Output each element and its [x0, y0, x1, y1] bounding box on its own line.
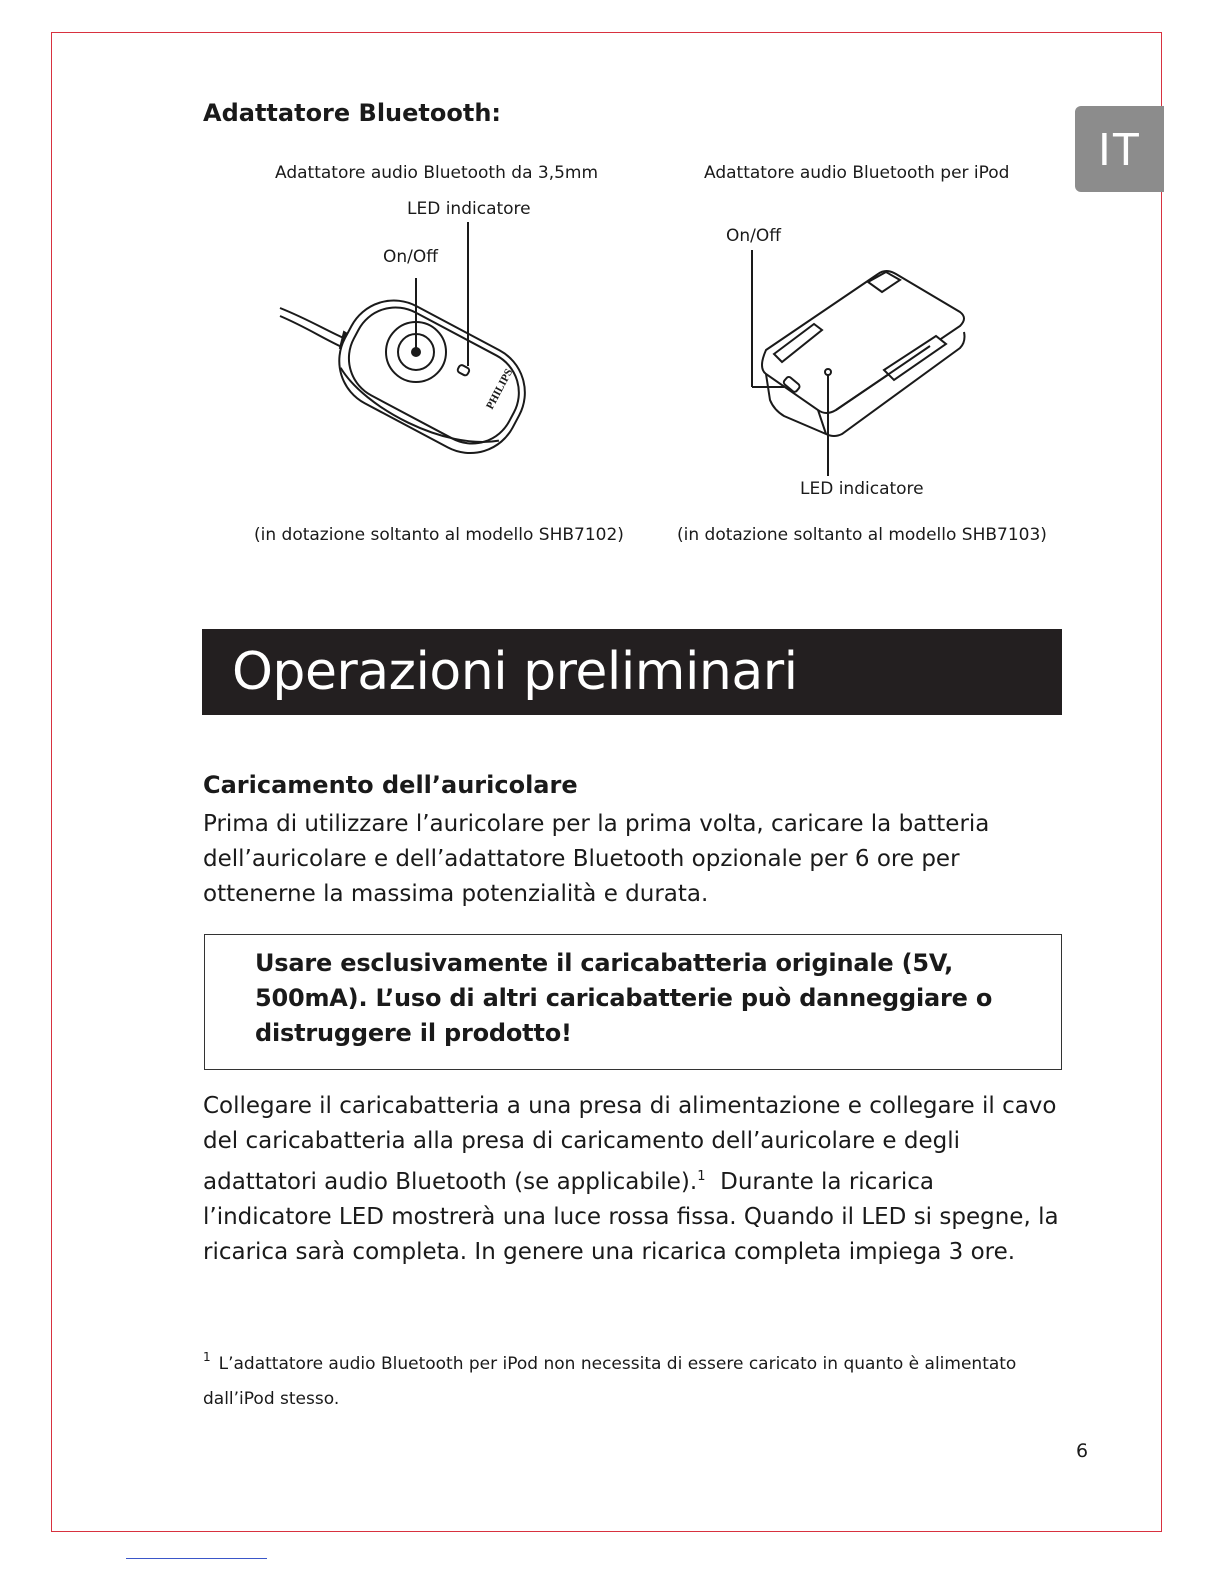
- right-figure-note: (in dotazione soltanto al modello SHB7103): [677, 525, 1047, 545]
- charging-body-part2: Durante la ricarica l’indicatore LED mostrerà una luce rossa fissa. Quando il LED si spegne, la ricarica sarà completa. In genere una ricarica completa impiega 3 ore.: [203, 1169, 1059, 1265]
- page-number: 6: [1076, 1440, 1089, 1462]
- right-led-label: LED indicatore: [800, 479, 924, 499]
- warning-text: Usare esclusivamente il caricabatteria originale (5V, 500mA). L’uso di altri caricabatterie può danneggiare o distruggere il prodotto!: [255, 949, 993, 1047]
- left-figure-note: (in dotazione soltanto al modello SHB7102): [254, 525, 624, 545]
- left-onoff-label: On/Off: [383, 247, 438, 267]
- footnote-marker: 1: [203, 1350, 211, 1364]
- bluetooth-ipod-adapter-illustration: [740, 250, 980, 480]
- brand-logo: PHILIPS: [484, 366, 516, 412]
- left-led-label: LED indicatore: [407, 199, 531, 219]
- footnote: [203, 1340, 1063, 1417]
- chapter-title: Operazioni preliminari: [232, 642, 798, 702]
- warning-box: [204, 934, 1062, 1070]
- left-figure-title: Adattatore audio Bluetooth da 3,5mm: [275, 163, 599, 183]
- section-title: Adattatore Bluetooth:: [203, 99, 502, 127]
- charging-heading: Caricamento dell’auricolare: [203, 771, 578, 799]
- footnote-reference: 1: [697, 1169, 706, 1184]
- charging-body-part1: Collegare il caricabatteria a una presa di alimentazione e collegare il cavo del caricabatteria alla presa di caricamento dell’auricolare e degli adattatori audio Bluetooth (se applicabile).: [203, 1093, 1057, 1195]
- chapter-banner: [202, 629, 1062, 715]
- right-onoff-label: On/Off: [726, 226, 781, 246]
- language-tab: IT: [1075, 106, 1164, 192]
- charging-body: [203, 1089, 1063, 1270]
- right-figure-title: Adattatore audio Bluetooth per iPod: [704, 163, 1010, 183]
- bottom-link-underline: [126, 1558, 267, 1559]
- bluetooth-3-5mm-adapter-illustration: [270, 220, 570, 480]
- footnote-text: L’adattatore audio Bluetooth per iPod non necessita di essere caricato in quanto è alimentato dall’iPod stesso.: [203, 1354, 1017, 1409]
- charging-intro: Prima di utilizzare l’auricolare per la prima volta, caricare la batteria dell’auricolare e dell’adattatore Bluetooth opzionale per 6 ore per ottenerne la massima potenzialità e durata.: [203, 811, 990, 907]
